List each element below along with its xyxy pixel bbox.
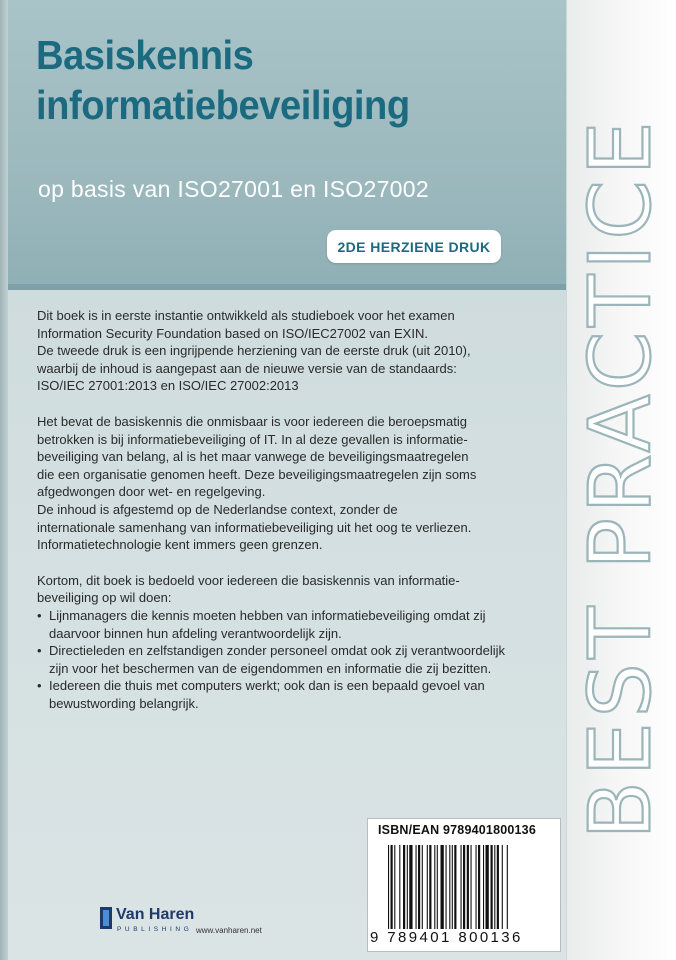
book-title: [36, 30, 410, 130]
blurb-line: Kortom, dit boek is bedoeld voor iedereen die basiskennis van informatie-: [37, 572, 460, 588]
bullet-line: zijn voor het beschermen van de eigendommen en informatie die zij bezitten.: [49, 660, 492, 676]
publisher-name: Van Haren: [116, 906, 195, 923]
edition-badge: 2DE HERZIENE DRUK: [327, 230, 501, 263]
bullet-line: bewustwording belangrijk.: [49, 695, 199, 711]
audience-item: [37, 642, 557, 677]
barcode-icon: [388, 845, 548, 929]
series-label: BEST PRACTICE: [571, 116, 671, 840]
back-cover-blurb: [37, 307, 557, 712]
isbn-barcode-box: [367, 818, 561, 952]
blurb-line: ISO/IEC 27001:2013 en ISO/IEC 27002:2013: [37, 378, 299, 394]
book-subtitle: op basis van ISO27001 en ISO27002: [38, 176, 429, 202]
paragraph-gap: [37, 395, 557, 413]
audience-item: [37, 677, 557, 712]
blurb-line: betrokken is bij informatiebeveiliging of IT. In al deze gevallen is informatie-: [37, 431, 468, 447]
bullet-line: daarvoor binnen hun afdeling verantwoordelijk zijn.: [49, 625, 342, 641]
blurb-paragraph-2: [37, 413, 557, 554]
publisher-url: www.vanharen.net: [196, 926, 262, 935]
isbn-label: ISBN/EAN 9789401800136: [378, 823, 536, 837]
blurb-line: De inhoud is afgestemd op de Nederlandse context, zonder de: [37, 501, 398, 517]
publisher-tagline: PUBLISHING: [117, 926, 193, 933]
bullet-line: Directieleden en zelfstandigen zonder personeel omdat ook zij verantwoordelijk: [49, 643, 505, 659]
blurb-line: De tweede druk is een ingrijpende herziening van de eerste druk (uit 2010),: [37, 343, 471, 359]
barcode-digits: 9 789401 800136: [370, 929, 523, 946]
blurb-line: die een organisatie genomen heeft. Deze beveiligingsmaatregelen zijn soms: [37, 466, 477, 482]
title-line-1: Basiskennis: [36, 32, 254, 78]
blurb-line: Informatietechnologie kent immers geen grenzen.: [37, 537, 323, 553]
blurb-line: beveiliging op wil doen:: [37, 590, 172, 606]
blurb-line: internationale samenhang van informatiebeveiliging uit het oog te verliezen.: [37, 519, 472, 535]
blurb-line: Het bevat de basiskennis die onmisbaar is voor iedereen die beroepsmatig: [37, 413, 467, 429]
blurb-line: Information Security Foundation based on ISO/IEC27002 van EXIN.: [37, 325, 428, 341]
title-line-2: informatiebeveiliging: [36, 82, 410, 128]
audience-list: [37, 607, 557, 713]
blurb-paragraph-3: [37, 572, 557, 607]
bullet-line: Lijnmanagers die kennis moeten hebben van informatiebeveiliging omdat zij: [49, 607, 486, 623]
audience-item: [37, 607, 557, 642]
paragraph-gap: [37, 554, 557, 572]
blurb-line: waarbij de inhoud is aangepast aan de nieuwe versie van de standaards:: [37, 360, 457, 376]
publisher-logo: [100, 901, 195, 941]
blurb-line: afgedwongen door wet- en regelgeving.: [37, 484, 266, 500]
cover-left-edge: [0, 0, 8, 960]
blurb-line: Dit boek is in eerste instantie ontwikkeld als studieboek voor het examen: [37, 308, 455, 323]
bullet-line: Iedereen die thuis met computers werkt; ook dan is een bepaald gevoel van: [49, 678, 485, 694]
blurb-paragraph-1: [37, 307, 557, 395]
blurb-line: beveiliging van belang, al is het maar vanwege de beveiligingsmaatregelen: [37, 449, 469, 465]
